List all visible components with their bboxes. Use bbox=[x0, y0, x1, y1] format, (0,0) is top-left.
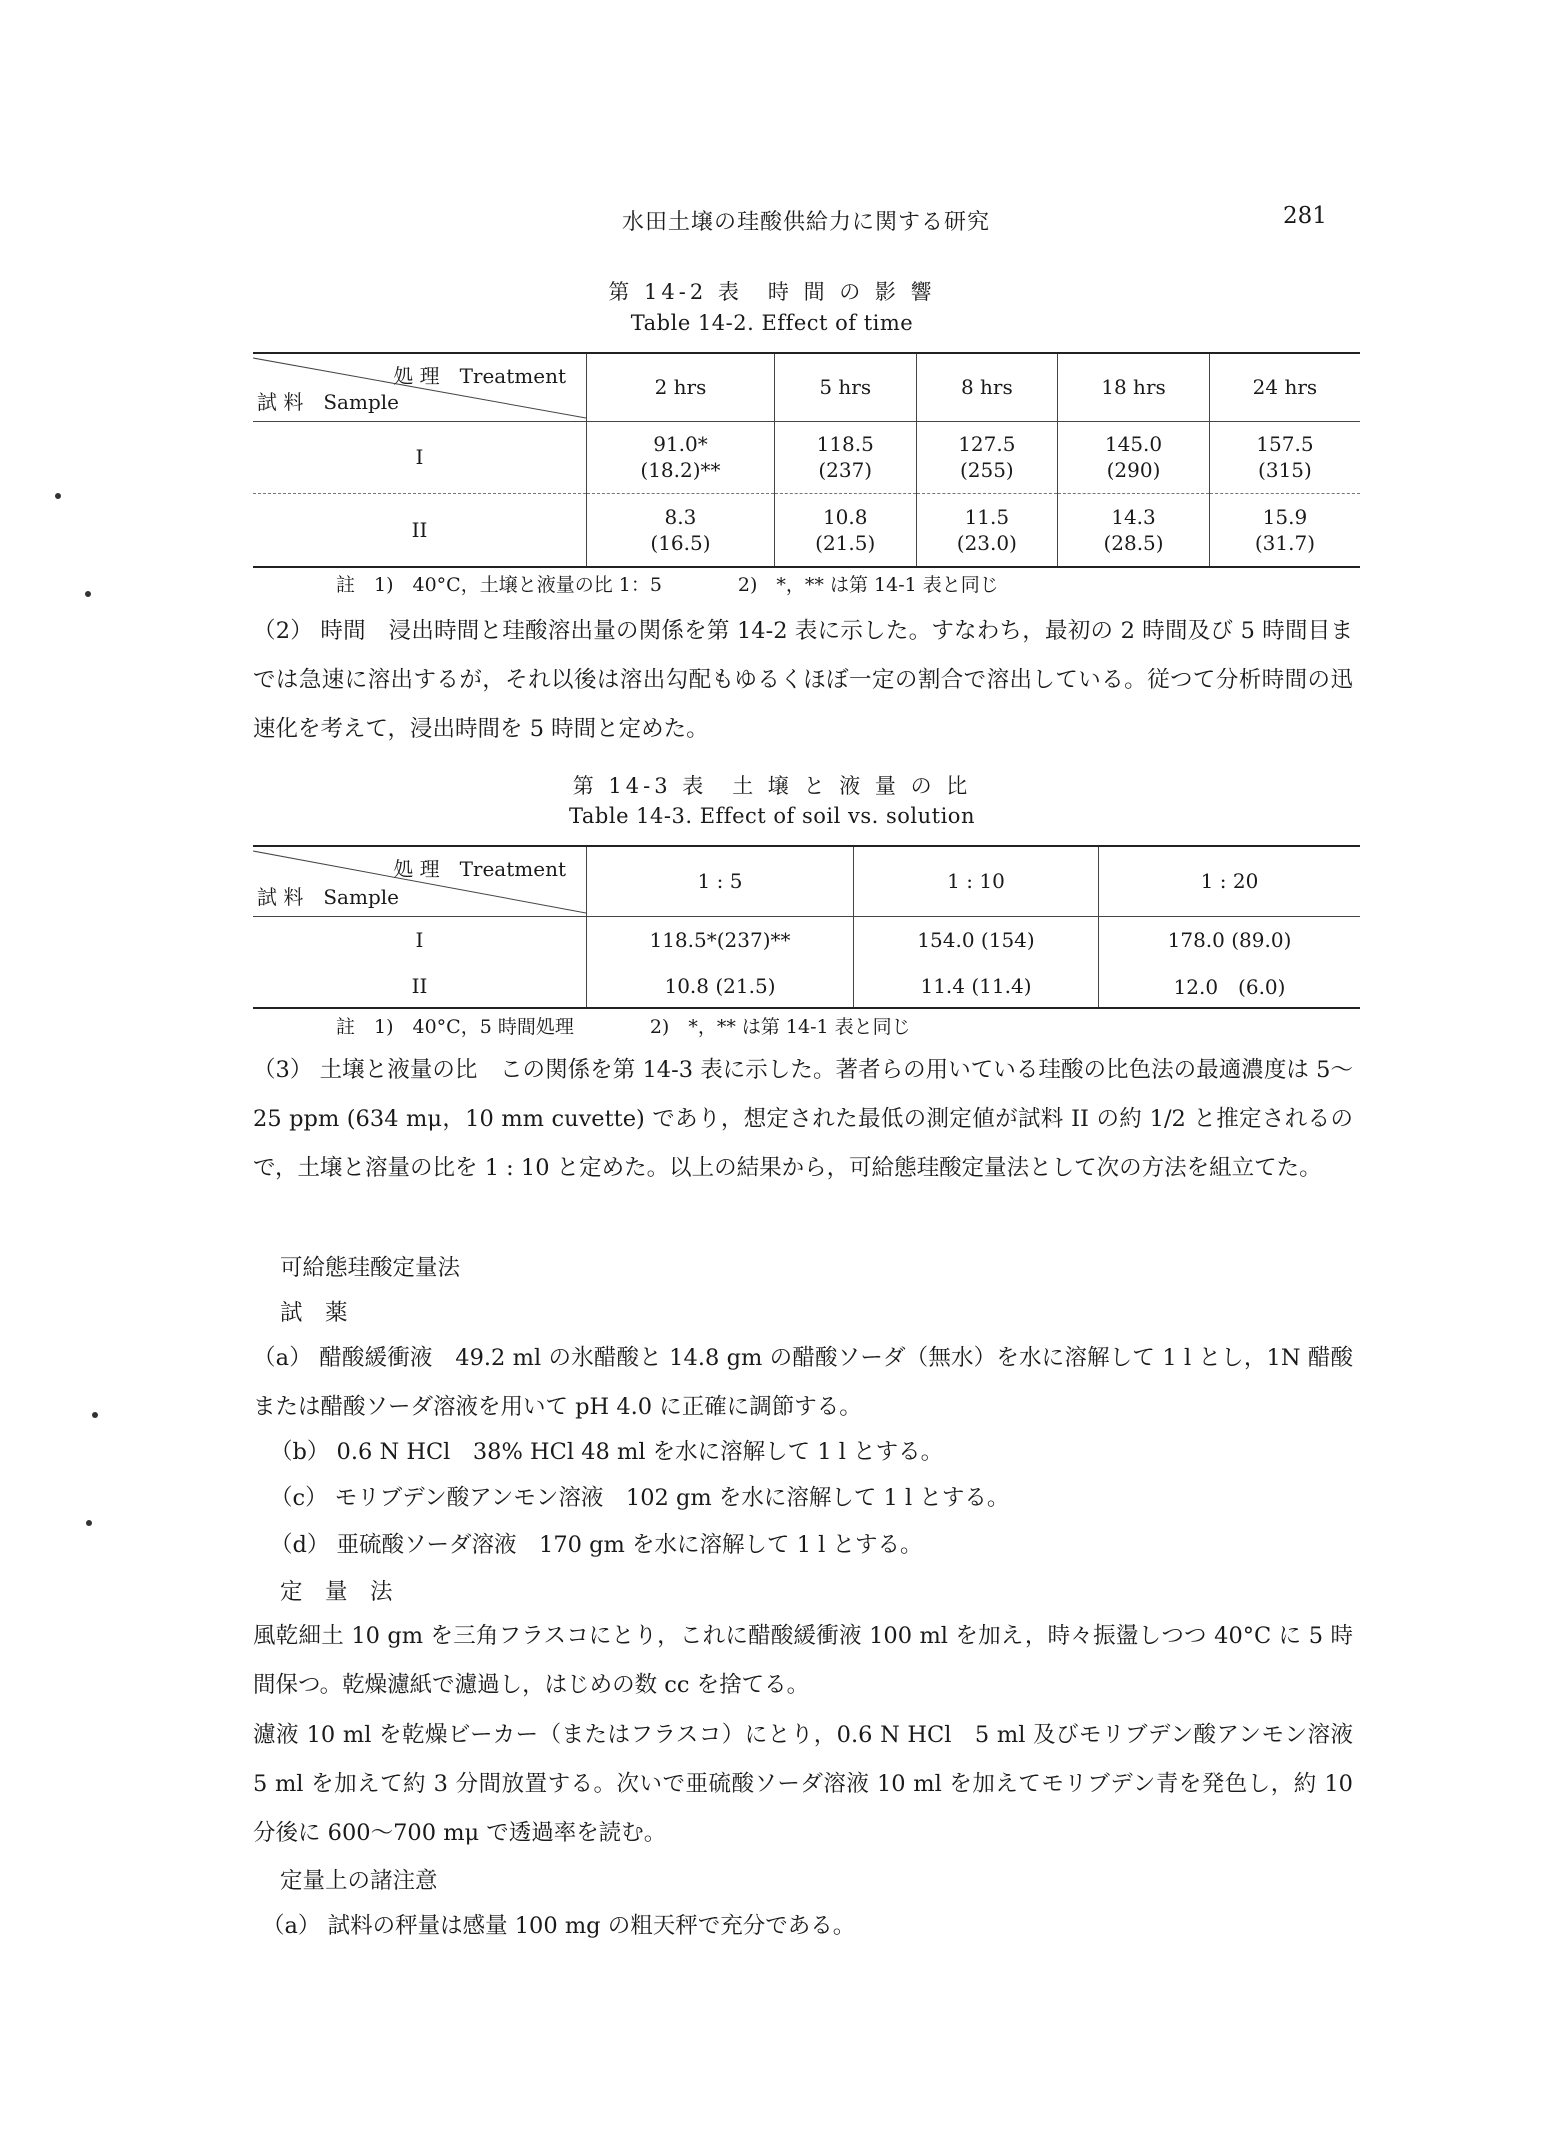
table-corner-cell bbox=[253, 846, 587, 916]
corner-treatment-label: 処 理 Treatment bbox=[393, 364, 566, 388]
table-row bbox=[253, 916, 1360, 964]
corner-sample-label: 試 料 Sample bbox=[257, 389, 399, 414]
scan-speck bbox=[85, 591, 91, 597]
column-header: 5 hrs bbox=[774, 353, 916, 421]
notes-heading: 定量上の諸注意 bbox=[280, 1868, 438, 1894]
table-row bbox=[253, 964, 1360, 1008]
table-14-2-note: 註 1) 40°C，土壌と液量の比 1：5 2) *，** は第 14-1 表と同じ bbox=[336, 574, 999, 596]
table-header-row bbox=[253, 846, 1360, 916]
reagents-heading: 試 薬 bbox=[280, 1300, 348, 1326]
table-cell: 145.0 (290) bbox=[1058, 421, 1210, 493]
table-cell: 91.0* (18.2)** bbox=[587, 421, 775, 493]
procedure-step-2: 濾液 10 ml を乾燥ビーカー（またはフラスコ）にとり，0.6 N HCl 5 ml 及びモリブデン酸アンモン溶液 5 ml を加えて約 3 分間放置する。次いで亜硫酸ソーダ溶液 10 ml を加えてモリブデン青を発色し，約 10 分後に 600〜700 mμ で透過率を読む。 bbox=[253, 1722, 1353, 1846]
table-cell: 15.9 (31.7) bbox=[1254, 504, 1315, 555]
table-cell: 157.5 (315) bbox=[1256, 432, 1314, 482]
table-14-2-caption-en: Table 14-2. Effect of time bbox=[630, 311, 914, 335]
page-number: 281 bbox=[1283, 203, 1327, 229]
note-a: （a） 試料の秤量は感量 100 mg の粗天秤で充分である。 bbox=[262, 1913, 856, 1939]
table-header-row bbox=[253, 353, 1360, 421]
scan-speck bbox=[86, 1520, 92, 1526]
table-14-2 bbox=[253, 352, 1360, 568]
table-cell: 11.5 (23.0) bbox=[916, 493, 1058, 567]
column-header: 1 : 10 bbox=[854, 846, 1099, 916]
reagent-b: （b） 0.6 N HCl 38% HCl 48 ml を水に溶解して 1 l とする。 bbox=[270, 1439, 944, 1465]
table-row bbox=[253, 421, 1360, 493]
row-label: I bbox=[253, 916, 587, 964]
table-cell: 10.8 (21.5) bbox=[587, 964, 854, 1008]
column-header: 2 hrs bbox=[587, 353, 775, 421]
corner-sample-label: 試 料 Sample bbox=[257, 884, 399, 909]
column-header: 18 hrs bbox=[1058, 353, 1210, 421]
scan-speck bbox=[92, 1412, 98, 1418]
table-cell: 178.0 (89.0) bbox=[1167, 928, 1292, 953]
table-14-3-note: 註 1) 40°C，5 時間処理 2) *，** は第 14-1 表と同じ bbox=[336, 1016, 911, 1038]
table-cell: 118.5*(237)** bbox=[587, 916, 854, 964]
table-14-3-caption-en: Table 14-3. Effect of soil vs. solution bbox=[569, 804, 975, 828]
table-row bbox=[253, 493, 1360, 567]
reagent-d: （d） 亜硫酸ソーダ溶液 170 gm を水に溶解して 1 l とする。 bbox=[270, 1532, 923, 1558]
table-14-3 bbox=[253, 845, 1360, 1009]
table-cell: 12.0 (6.0) bbox=[1173, 975, 1286, 999]
paragraph-time: （2） 時間 浸出時間と珪酸溶出量の関係を第 14-2 表に示した。すなわち，最初の 2 時間及び 5 時間目までは急速に溶出するが，それ以後は溶出勾配もゆるくほぼ一定の割合で溶出している。従つて分析時間の迅速化を考えて，浸出時間を 5 時間と定めた。 bbox=[253, 618, 1353, 742]
row-label: II bbox=[253, 964, 587, 1008]
table-cell: 8.3 (16.5) bbox=[587, 493, 775, 567]
table-cell: 10.8 (21.5) bbox=[774, 493, 916, 567]
paragraph-soil-ratio: （3） 土壌と液量の比 この関係を第 14-3 表に示した。著者らの用いている珪酸の比色法の最適濃度は 5〜25 ppm (634 mμ，10 mm cuvette) であり，想定された最低の測定値が試料 II の約 1/2 と推定されるので，土壌と溶量の比を 1 : 10 と定めた。以上の結果から，可給態珪酸定量法として次の方法を組立てた。 bbox=[253, 1057, 1353, 1181]
corner-treatment-label: 処 理 Treatment bbox=[393, 857, 566, 881]
table-cell: 127.5 (255) bbox=[916, 421, 1058, 493]
column-header: 8 hrs bbox=[916, 353, 1058, 421]
table-cell: 118.5 (237) bbox=[774, 421, 916, 493]
table-14-3-caption-jp: 第 14-3 表 土 壌 と 液 量 の 比 bbox=[572, 774, 972, 798]
row-label: II bbox=[253, 493, 587, 567]
column-header: 24 hrs bbox=[1252, 375, 1318, 400]
row-label: I bbox=[253, 421, 587, 493]
method-heading: 可給態珪酸定量法 bbox=[280, 1255, 461, 1281]
column-header: 1 : 5 bbox=[587, 846, 854, 916]
column-header: 1 : 20 bbox=[1200, 869, 1259, 894]
running-header-title: 水田土壌の珪酸供給力に関する研究 bbox=[622, 210, 991, 235]
table-cell: 14.3 (28.5) bbox=[1058, 493, 1210, 567]
reagent-c: （c） モリブデン酸アンモン溶液 102 gm を水に溶解して 1 l とする。 bbox=[270, 1485, 1010, 1511]
procedure-heading: 定 量 法 bbox=[280, 1579, 393, 1605]
procedure-step-1: 風乾細土 10 gm を三角フラスコにとり，これに醋酸緩衝液 100 ml を加え，時々振盪しつつ 40°C に 5 時間保つ。乾燥濾紙で濾過し，はじめの数 cc を捨てる。 bbox=[253, 1623, 1353, 1698]
table-cell: 11.4 (11.4) bbox=[854, 964, 1099, 1008]
scan-speck bbox=[55, 493, 61, 499]
table-corner-cell bbox=[253, 353, 587, 421]
table-cell: 154.0 (154) bbox=[854, 916, 1099, 964]
reagent-a: （a） 醋酸緩衝液 49.2 ml の氷醋酸と 14.8 gm の醋酸ソーダ（無水）を水に溶解して 1 l とし，1N 醋酸または醋酸ソーダ溶液を用いて pH 4.0 に正確に調節する。 bbox=[253, 1345, 1353, 1420]
table-14-2-caption-jp: 第 14-2 表 時 間 の 影 響 bbox=[608, 280, 936, 304]
